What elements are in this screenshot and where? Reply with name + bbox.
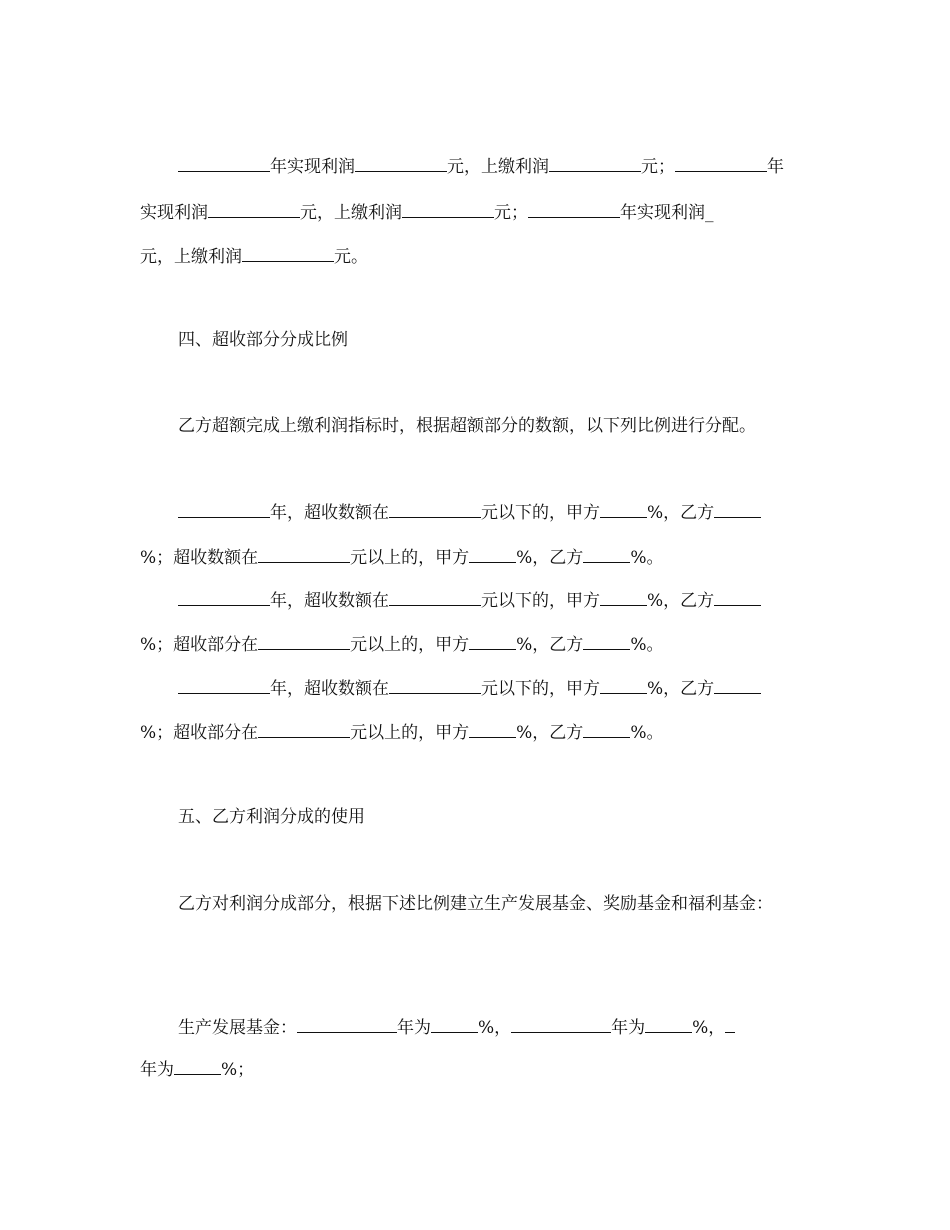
section-heading-5: 五、乙方利润分成的使用 <box>178 807 365 827</box>
percent-blank[interactable] <box>714 676 761 694</box>
percent-blank[interactable] <box>431 1015 478 1033</box>
text-segment: %；超收部分在 <box>140 635 259 655</box>
text-segment: %， <box>692 1018 726 1038</box>
text-segment: 实现利润 <box>140 203 208 223</box>
surplus-row-line-a <box>178 588 761 612</box>
text-segment: %。 <box>630 723 664 743</box>
text-segment: 元以上的，甲方 <box>350 635 470 655</box>
text-segment: 年 <box>767 157 784 177</box>
text-segment: %。 <box>630 635 664 655</box>
percent-blank[interactable] <box>600 588 647 606</box>
text-segment: %，乙方 <box>516 723 584 743</box>
section-4-intro: 乙方超额完成上缴利润指标时，根据超额部分的数额，以下列比例进行分配。 <box>178 416 756 436</box>
percent-blank[interactable] <box>645 1015 692 1033</box>
percent-blank[interactable] <box>469 545 516 563</box>
year-blank[interactable] <box>297 1015 397 1033</box>
text-segment: %； <box>221 1060 255 1080</box>
surplus-row-line-b <box>140 720 663 744</box>
text-segment: 元以上的，甲方 <box>350 548 470 568</box>
text-segment: %；超收数额在 <box>140 548 259 568</box>
percent-blank[interactable] <box>600 500 647 518</box>
percent-blank[interactable] <box>714 500 761 518</box>
amount-blank[interactable] <box>242 244 334 262</box>
text-segment: %， <box>478 1018 512 1038</box>
percent-blank[interactable] <box>583 545 630 563</box>
text-segment: %；超收部分在 <box>140 723 259 743</box>
text-segment: %，乙方 <box>516 635 584 655</box>
year-blank[interactable] <box>178 500 270 518</box>
text-segment: 元，上缴利润 <box>140 247 242 267</box>
text-segment: 元以下的，甲方 <box>481 679 600 699</box>
percent-blank[interactable] <box>583 632 630 650</box>
surplus-row-line-a <box>178 500 761 524</box>
text-segment: 元，上缴利润 <box>447 157 549 177</box>
text-segment: 年为 <box>397 1018 431 1038</box>
text-segment: 元以下的，甲方 <box>481 591 600 611</box>
text-segment: 年实现利润 <box>270 157 355 177</box>
amount-blank[interactable] <box>389 588 481 606</box>
surplus-row-line-b <box>140 632 663 656</box>
year-blank[interactable] <box>178 154 270 172</box>
section-heading-4: 四、超收部分分成比例 <box>178 330 348 350</box>
text-segment: 年为 <box>611 1018 646 1038</box>
amount-blank[interactable] <box>355 154 447 172</box>
text-segment: %，乙方 <box>647 679 715 699</box>
percent-blank[interactable] <box>583 720 630 738</box>
year-blank[interactable] <box>178 676 270 694</box>
percent-blank[interactable] <box>714 588 761 606</box>
text-segment: 年实现利润_ <box>620 203 714 223</box>
text-segment: %，乙方 <box>647 591 715 611</box>
profit-line-1 <box>178 154 784 178</box>
year-blank[interactable] <box>725 1015 735 1033</box>
percent-blank[interactable] <box>600 676 647 694</box>
percent-blank[interactable] <box>469 632 516 650</box>
profit-line-2 <box>140 200 714 224</box>
amount-blank[interactable] <box>402 200 494 218</box>
text-segment: %，乙方 <box>647 503 715 523</box>
amount-blank[interactable] <box>258 720 350 738</box>
amount-blank[interactable] <box>389 676 481 694</box>
year-blank[interactable] <box>528 200 620 218</box>
text-segment: 元以上的，甲方 <box>350 723 470 743</box>
amount-blank[interactable] <box>258 632 350 650</box>
text-segment: 年为 <box>140 1060 174 1080</box>
percent-blank[interactable] <box>469 720 516 738</box>
text-segment: 元； <box>494 203 528 223</box>
amount-blank[interactable] <box>389 500 481 518</box>
text-segment: 年，超收数额在 <box>270 679 389 699</box>
year-blank[interactable] <box>511 1015 611 1033</box>
surplus-row-line-a <box>178 676 761 700</box>
amount-blank[interactable] <box>549 154 641 172</box>
amount-blank[interactable] <box>258 545 350 563</box>
text-segment: 元以下的，甲方 <box>481 503 600 523</box>
fund-line-2 <box>140 1057 254 1081</box>
text-segment: %，乙方 <box>516 548 584 568</box>
percent-blank[interactable] <box>174 1057 221 1075</box>
text-segment: 生产发展基金： <box>178 1018 297 1038</box>
text-segment: 年，超收数额在 <box>270 591 389 611</box>
text-segment: 元。 <box>334 247 368 267</box>
text-segment: %。 <box>630 548 664 568</box>
year-blank[interactable] <box>675 154 767 172</box>
section-5-intro: 乙方对利润分成部分，根据下述比例建立生产发展基金、奖励基金和福利基金： <box>178 894 773 914</box>
year-blank[interactable] <box>178 588 270 606</box>
profit-line-3 <box>140 244 368 268</box>
amount-blank[interactable] <box>208 200 300 218</box>
text-segment: 元，上缴利润 <box>300 203 402 223</box>
fund-line-1 <box>178 1015 735 1039</box>
surplus-row-line-b <box>140 545 663 569</box>
text-segment: 年，超收数额在 <box>270 503 389 523</box>
text-segment: 元； <box>641 157 675 177</box>
